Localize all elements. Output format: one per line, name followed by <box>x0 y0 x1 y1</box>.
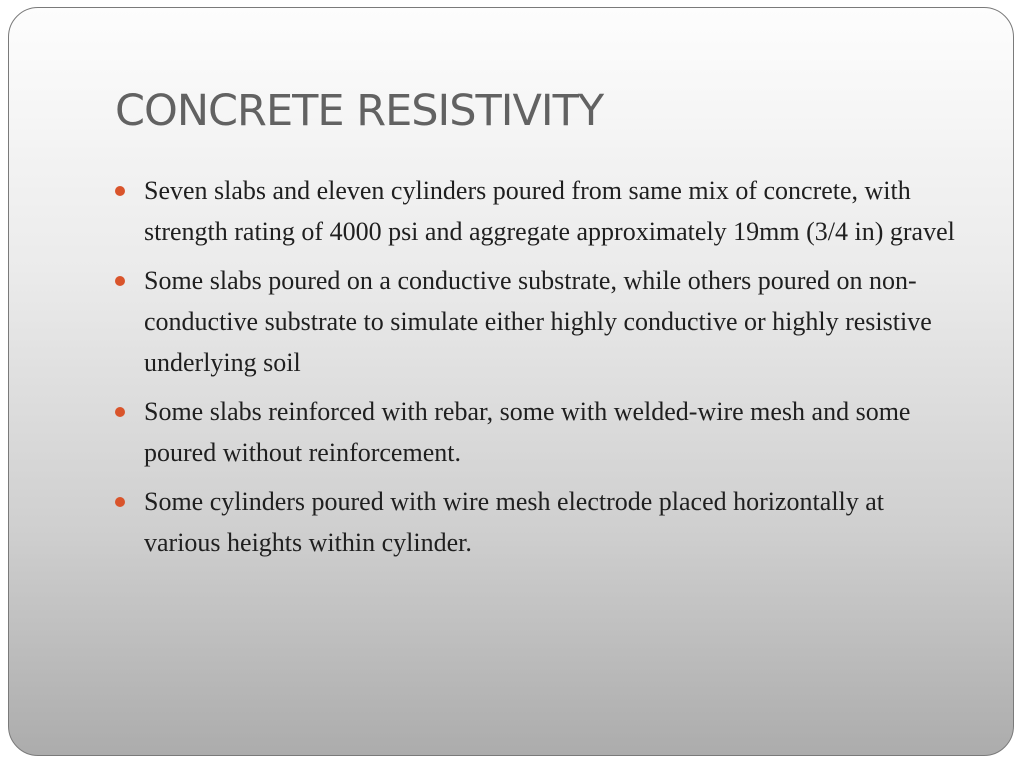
slide <box>8 7 1014 756</box>
bullet-item <box>113 391 963 473</box>
bullet-dot-icon <box>115 497 125 507</box>
bullet-text: Some cylinders poured with wire mesh electrode placed horizontally at various heights within cylinder. <box>144 487 885 557</box>
bullet-text: Some slabs poured on a conductive substrate, while others poured on non-conductive substrate to simulate either highly conductive or highly resistive underlying soil <box>144 266 932 377</box>
slide-title: CONCRETE RESISTIVITY <box>115 86 604 136</box>
bullet-item <box>113 260 963 383</box>
bullet-text: Seven slabs and eleven cylinders poured from same mix of concrete, with strength rating of 4000 psi and aggregate approximately 19mm (3/4 in) gravel <box>144 176 955 246</box>
bullet-dot-icon <box>115 186 125 196</box>
bullet-dot-icon <box>115 407 125 417</box>
bullet-text: Some slabs reinforced with rebar, some with welded-wire mesh and some poured without reinforcement. <box>144 397 911 467</box>
bullet-list <box>113 170 963 571</box>
bullet-item <box>113 481 963 563</box>
bullet-dot-icon <box>115 276 125 286</box>
bullet-item <box>113 170 963 252</box>
